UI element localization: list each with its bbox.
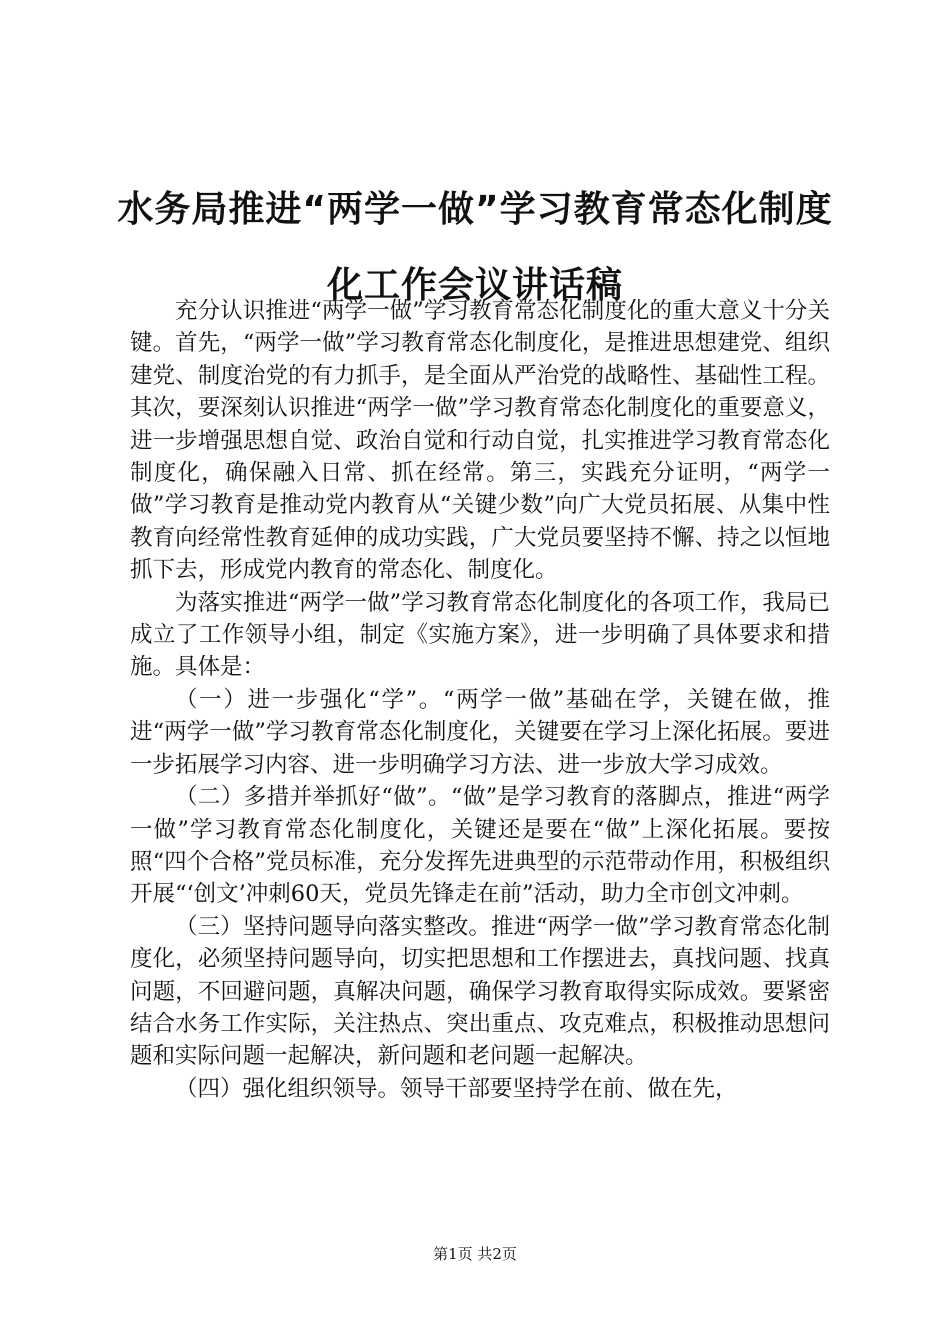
paragraph: （一）进一步强化“学”。“两学一做”基础在学，关键在做，推进“两学一做”学习教育常态化制度化，关键要在学习上深化拓展。要进一步拓展学习内容、进一步明确学习方法、进一步放大学习成效。	[130, 686, 830, 778]
paragraph: （三）坚持问题导向落实整改。推进“两学一做”学习教育常态化制度化，必须坚持问题导向，切实把思想和工作摆进去，真找问题、找真问题，不回避问题，真解决问题，确保学习教育取得实际成效。要紧密结合水务工作实际，关注热点、突出重点、攻克难点，积极推动思想问题和实际问题一起解决，新问题和老问题一起解决。	[130, 913, 830, 1070]
paragraph: （四）强化组织领导。领导干部要坚持学在前、做在先，	[175, 1075, 738, 1102]
paragraph: 充分认识推进“两学一做”学习教育常态化制度化的重大意义十分关键。首先，“两学一做”学习教育常态化制度化，是推进思想建党、组织建党、制度治党的有力抓手，是全面从严治党的战略性、基础性工程。其次，要深刻认识推进“两学一做”学习教育常态化制度化的重要意义，进一步增强思想自觉、政治自觉和行动自觉，扎实推进学习教育常态化制度化，确保融入日常、抓在经常。第三，实践充分证明，“两学一做”学习教育是推动党内教育从“关键少数”向广大党员拓展、从集中性教育向经常性教育延伸的成功实践，广大党员要坚持不懈、持之以恒地抓下去，形成党内教育的常态化、制度化。	[130, 298, 830, 584]
paragraph: 为落实推进“两学一做”学习教育常态化制度化的各项工作，我局已成立了工作领导小组，制定《实施方案》，进一步明确了具体要求和措施。具体是：	[130, 589, 830, 681]
paragraph: （二）多措并举抓好“做”。“做”是学习教育的落脚点，推进“两学一做”学习教育常态化制度化，关键还是要在“做”上深化拓展。要按照“四个合格”党员标准，充分发挥先进典型的示范带动作用，积极组织开展“‘创文’冲刺60天，党员先锋走在前”活动，助力全市创文冲刺。	[130, 784, 830, 908]
document-title: 水务局推进“两学一做”学习教育常态化制度化工作会议讲话稿	[117, 189, 833, 306]
document-body	[130, 295, 830, 1105]
page-footer: 第1页 共2页	[433, 1245, 517, 1263]
